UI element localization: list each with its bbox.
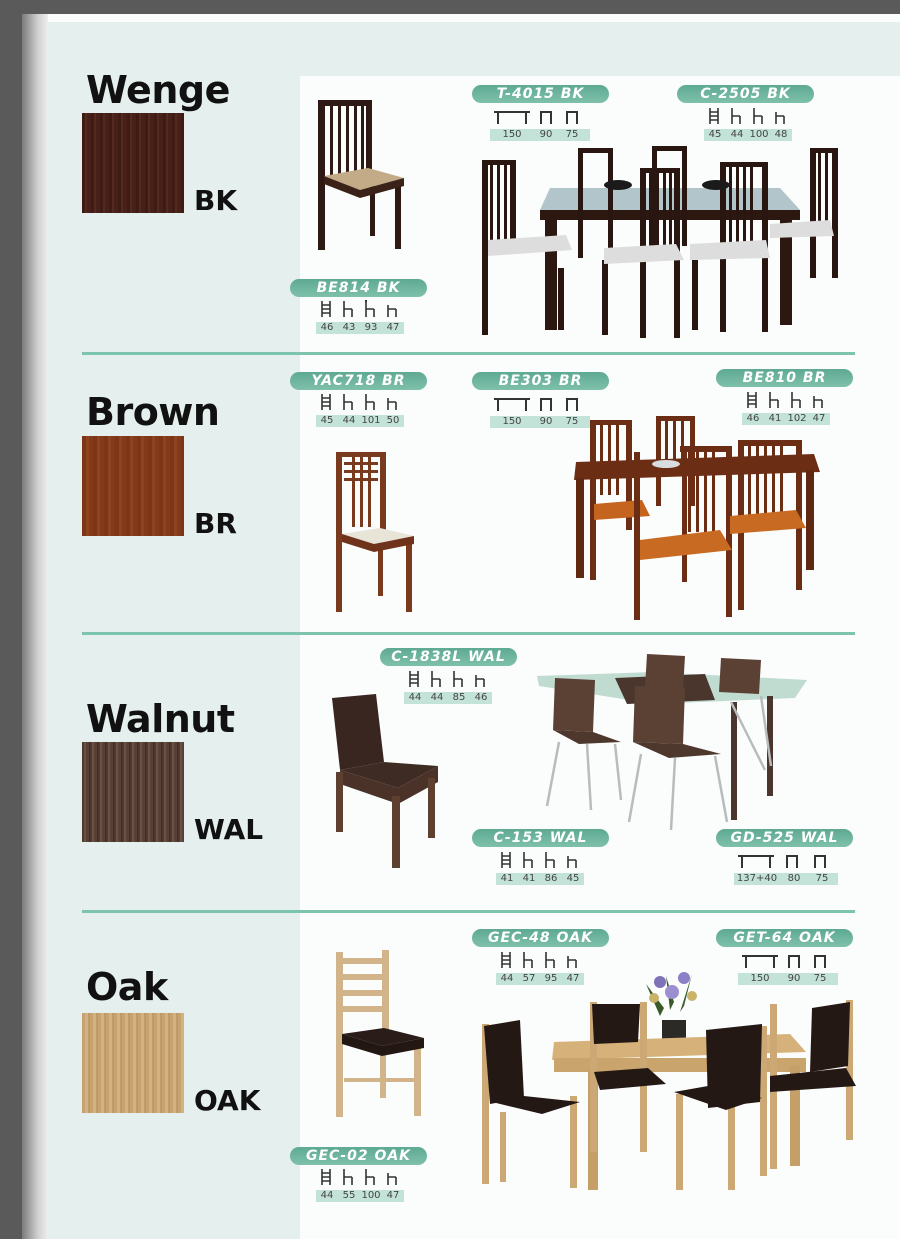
dim-value: 50: [386, 415, 400, 426]
dim-value: 75: [565, 416, 579, 427]
chair-height-icon: [752, 107, 764, 125]
finish-swatch-brown: [82, 436, 184, 536]
dim-value: 86: [544, 873, 558, 884]
seat-height-icon: [474, 670, 486, 688]
table-length-icon: [492, 394, 532, 412]
dim-value: 41: [500, 873, 514, 884]
product-label-gec02-oak: GEC-02 OAK: [290, 1147, 427, 1165]
dim-value: 46: [320, 322, 334, 333]
dim-value: 46: [746, 413, 760, 424]
seat-height-icon: [566, 851, 578, 869]
dim-value: 44: [320, 1190, 334, 1201]
dim-value: 75: [813, 973, 827, 984]
chair-height-icon: [790, 391, 802, 409]
chair-width-icon: [708, 107, 720, 125]
dim-value: 93: [364, 322, 378, 333]
finish-code-oak: OAK: [194, 1084, 261, 1117]
dim-value: 102: [787, 413, 807, 424]
dim-value: 55: [342, 1190, 356, 1201]
product-label-c153-wal: C-153 WAL: [472, 829, 609, 847]
chair-depth-icon: [430, 670, 442, 688]
dim-value: 43: [342, 322, 356, 333]
dim-value: 150: [502, 416, 522, 427]
product-label-yac718-br: YAC718 BR: [290, 372, 427, 390]
product-label-be810-br: BE810 BR: [716, 369, 853, 387]
dim-value: 75: [565, 129, 579, 140]
chair-width-icon: [500, 851, 512, 869]
dimensions-yac718-br: [316, 393, 404, 433]
product-photo-yac718-br: [330, 450, 420, 615]
dim-value: 100: [361, 1190, 381, 1201]
chair-width-icon: [320, 300, 332, 318]
dim-value: 45: [708, 129, 722, 140]
product-photo-t4015-bk-set: [480, 140, 850, 340]
dim-value: 44: [730, 129, 744, 140]
dim-value: 101: [361, 415, 381, 426]
chair-depth-icon: [768, 391, 780, 409]
dim-value: 95: [544, 973, 558, 984]
table-length-icon: [492, 107, 532, 125]
finish-title-oak: Oak: [86, 965, 168, 1009]
finish-title-walnut: Walnut: [86, 697, 235, 741]
dim-value: 90: [787, 973, 801, 984]
table-height-icon: [812, 851, 828, 869]
table-height-icon: [564, 107, 580, 125]
chair-width-icon: [408, 670, 420, 688]
chair-depth-icon: [342, 1168, 354, 1186]
chair-depth-icon: [342, 393, 354, 411]
finish-code-bk: BK: [194, 184, 238, 217]
dim-value: 48: [774, 129, 788, 140]
product-label-t4015-bk: T-4015 BK: [472, 85, 609, 103]
dim-value: 47: [386, 1190, 400, 1201]
dim-value: 41: [768, 413, 782, 424]
finish-swatch-oak: [82, 1013, 184, 1113]
chair-width-icon: [320, 1168, 332, 1186]
chair-height-icon: [364, 1168, 376, 1186]
product-label-c2505-bk: C-2505 BK: [677, 85, 814, 103]
dim-value: 90: [539, 416, 553, 427]
finish-code-wal: WAL: [194, 813, 264, 846]
dim-value: 44: [342, 415, 356, 426]
table-height-icon: [564, 394, 580, 412]
chair-depth-icon: [730, 107, 742, 125]
dim-value: 47: [566, 973, 580, 984]
chair-height-icon: [452, 670, 464, 688]
page-spine-shadow: [22, 14, 48, 1239]
dim-value: 100: [749, 129, 769, 140]
product-label-gec48-oak: GEC-48 OAK: [472, 929, 609, 947]
dim-value: 90: [539, 129, 553, 140]
dimensions-gec02-oak: [316, 1168, 404, 1208]
seat-height-icon: [386, 300, 398, 318]
product-label-get64-oak: GET-64 OAK: [716, 929, 853, 947]
chair-width-icon: [746, 391, 758, 409]
product-photo-be814-bk: [310, 98, 410, 258]
section-divider: [82, 910, 855, 913]
chair-height-icon: [364, 393, 376, 411]
chair-depth-icon: [342, 300, 354, 318]
dim-value: 41: [522, 873, 536, 884]
chair-depth-icon: [522, 851, 534, 869]
finish-title-brown: Brown: [86, 390, 220, 434]
dim-value: 47: [812, 413, 826, 424]
dim-value: 75: [815, 873, 829, 884]
seat-height-icon: [386, 393, 398, 411]
dimensions-c153-wal: [496, 851, 584, 891]
finish-swatch-walnut: [82, 742, 184, 842]
dim-value: 46: [474, 692, 488, 703]
dim-value: 137+40: [736, 873, 778, 884]
section-divider: [82, 632, 855, 635]
dimensions-gd525-wal: [734, 851, 838, 891]
product-photo-c1838l-wal: [328, 692, 444, 870]
finish-code-br: BR: [194, 507, 237, 540]
table-length-icon: [736, 851, 776, 869]
dim-value: 150: [502, 129, 522, 140]
product-photo-gd525-wal-set: [535, 650, 815, 835]
product-label-gd525-wal: GD-525 WAL: [716, 829, 853, 847]
section-divider: [82, 352, 855, 355]
product-label-be303-br: BE303 BR: [472, 372, 609, 390]
dim-value: 44: [408, 692, 422, 703]
chair-height-icon: [544, 851, 556, 869]
seat-height-icon: [386, 1168, 398, 1186]
dim-value: 45: [566, 873, 580, 884]
finish-title-wenge: Wenge: [86, 68, 230, 112]
chair-width-icon: [320, 393, 332, 411]
dim-value: 85: [452, 692, 466, 703]
dim-value: 57: [522, 973, 536, 984]
dim-value: 44: [430, 692, 444, 703]
table-width-icon: [538, 394, 554, 412]
product-photo-be303-br-set: [570, 412, 830, 622]
dim-value: 44: [500, 973, 514, 984]
dimensions-be814-bk: [316, 300, 404, 340]
product-photo-get64-oak-set: [470, 962, 860, 1197]
table-width-icon: [784, 851, 800, 869]
dim-value: 45: [320, 415, 334, 426]
dim-value: 47: [386, 322, 400, 333]
product-label-be814-bk: BE814 BK: [290, 279, 427, 297]
finish-swatch-wenge: [82, 113, 184, 213]
seat-height-icon: [774, 107, 786, 125]
product-photo-gec02-oak: [332, 948, 432, 1123]
table-width-icon: [538, 107, 554, 125]
product-label-c1838l-wal: C-1838L WAL: [380, 648, 517, 666]
seat-height-icon: [812, 391, 824, 409]
chair-height-icon: [364, 300, 376, 318]
dim-value: 150: [750, 973, 770, 984]
dim-value: 80: [787, 873, 801, 884]
